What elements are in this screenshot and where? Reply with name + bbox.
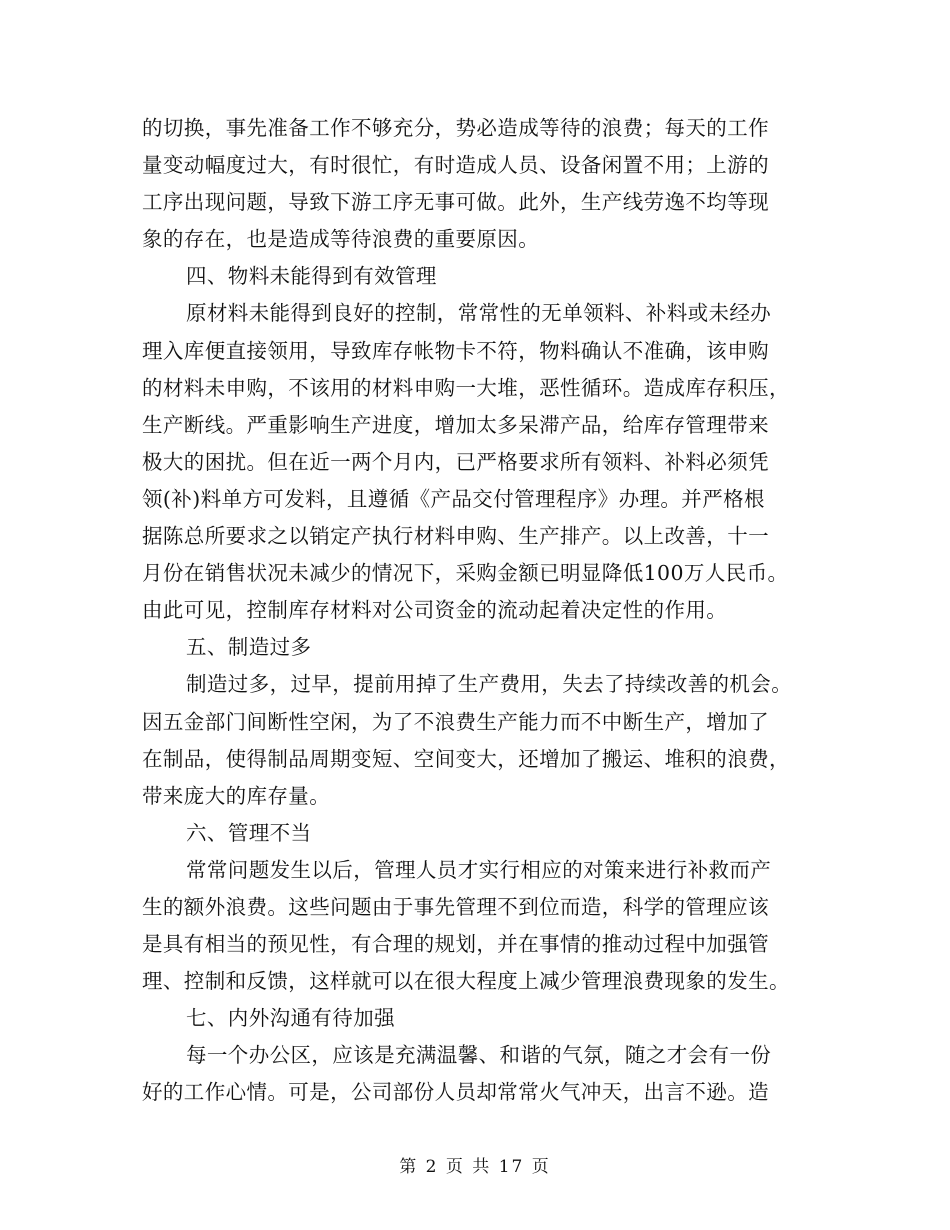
text-line: 是具有相当的预见性，有合理的规划，并在事情的推动过程中加强管: [142, 932, 769, 957]
text-line: 象的存在，也是造成等待浪费的重要原因。: [142, 227, 540, 252]
text-line: 生产断线。严重影响生产进度，增加太多呆滞产品，给库存管理带来: [142, 412, 769, 437]
text-line: 生的额外浪费。这些问题由于事先管理不到位而造，科学的管理应该: [142, 894, 769, 919]
text-line: 好的工作心情。可是，公司部份人员却常常火气冲天，出言不逊。造: [142, 1080, 769, 1105]
page-number: 第 2 页 共 17 页: [399, 1157, 551, 1177]
section-heading: 六、管理不当: [186, 820, 312, 845]
text-line: 理、控制和反馈，这样就可以在很大程度上减少管理浪费现象的发生。: [142, 969, 790, 994]
text-line: 每一个办公区，应该是充满温馨、和谐的气氛，随之才会有一份: [186, 1043, 772, 1068]
text-line: 带来庞大的库存量。: [142, 783, 331, 808]
text-line: 理入库便直接领用，导致库存帐物卡不符，物料确认不准确，该申购: [142, 338, 769, 363]
document-body: [142, 110, 822, 1112]
text-line: 制造过多，过早，提前用掉了生产费用，失去了持续改善的机会。: [186, 672, 793, 697]
text-line: 由此可见，控制库存材料对公司资金的流动起着决定性的作用。: [142, 598, 728, 623]
section-heading: 四、物料未能得到有效管理: [186, 264, 437, 289]
text-line: 的材料未申购，不该用的材料申购一大堆，恶性循环。造成库存积压，: [142, 375, 790, 400]
text-line: 据陈总所要求之以销定产执行材料申购、生产排产。以上改善，十一: [142, 524, 769, 549]
text-line: 原材料未能得到良好的控制，常常性的无单领料、补料或未经办: [186, 301, 772, 326]
text-line: 的切换，事先准备工作不够充分，势必造成等待的浪费；每天的工作: [142, 116, 769, 140]
text-line: 工序出现问题，导致下游工序无事可做。此外，生产线劳逸不均等现: [142, 190, 769, 215]
section-heading: 七、内外沟通有待加强: [186, 1006, 395, 1031]
text-line: 月份在销售状况未减少的情况下，采购金额已明显降低100万人民币。: [142, 561, 789, 586]
text-line: 量变动幅度过大，有时很忙，有时造成人员、设备闲置不用；上游的: [142, 153, 769, 178]
text-line: 常常问题发生以后，管理人员才实行相应的对策来进行补救而产: [186, 857, 772, 882]
text-line: 领(补)料单方可发料，且遵循《产品交付管理程序》办理。并严格根: [142, 486, 765, 511]
text-line: 极大的困扰。但在近一两个月内，已严格要求所有领料、补料必须凭: [142, 449, 769, 474]
text-line: 因五金部门间断性空闲，为了不浪费生产能力而不中断生产，增加了: [142, 709, 769, 734]
section-heading: 五、制造过多: [186, 635, 312, 660]
text-line: 在制品，使得制品周期变短、空间变大，还增加了搬运、堆积的浪费，: [142, 746, 790, 771]
